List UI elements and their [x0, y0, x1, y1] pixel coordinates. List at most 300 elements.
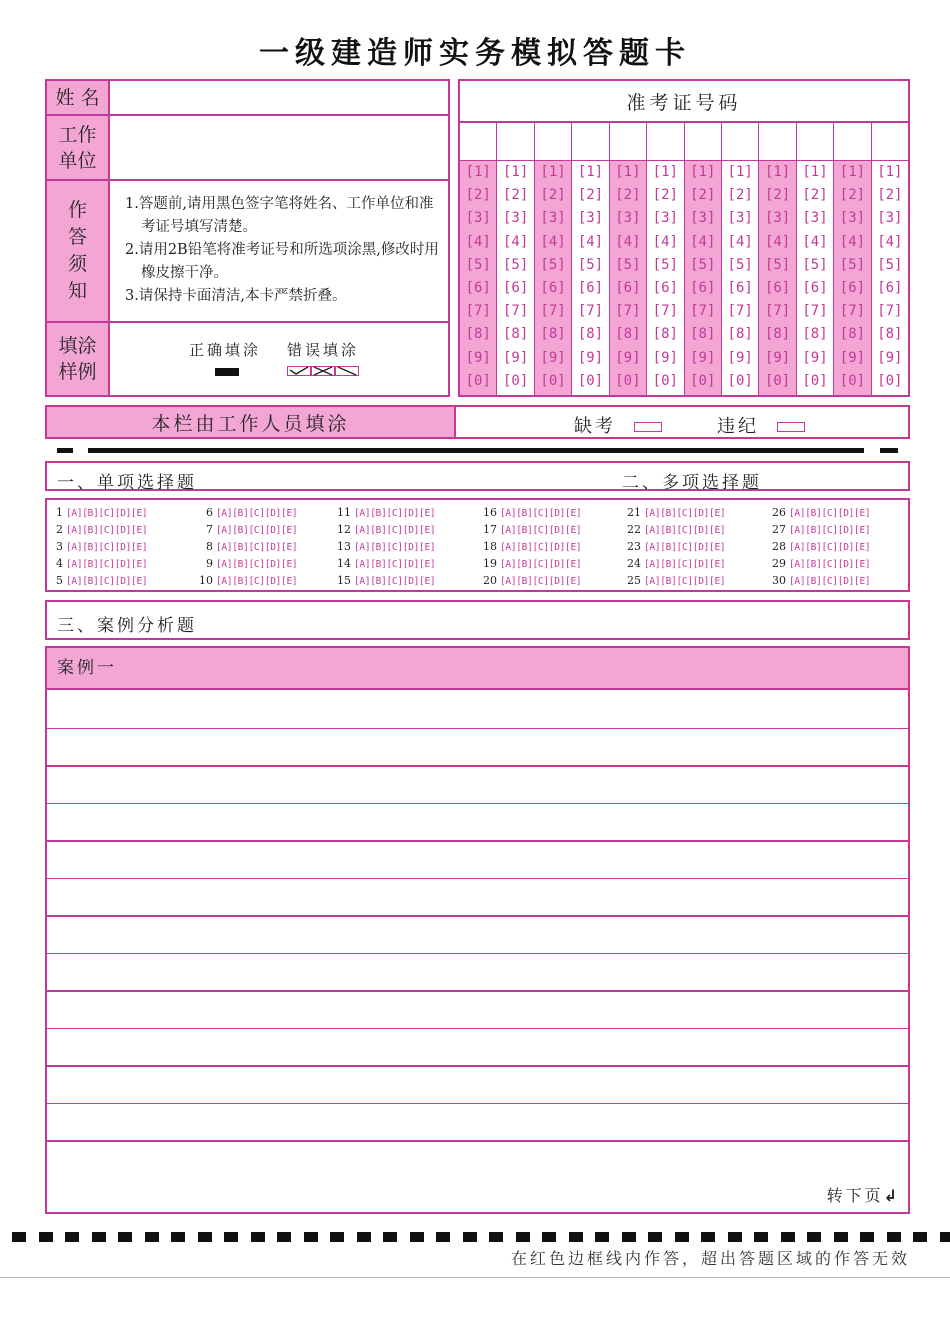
digit-bubble[interactable]: [8]: [502, 326, 529, 343]
digit-bubble[interactable]: [6]: [690, 279, 716, 296]
digit-bubble[interactable]: [3]: [839, 210, 866, 227]
unit-input[interactable]: [112, 116, 448, 179]
digit-bubble[interactable]: [9]: [615, 349, 641, 366]
digit-bubble[interactable]: [0]: [839, 372, 866, 389]
digit-bubble[interactable]: [7]: [577, 303, 604, 320]
cut-line-dash: [198, 1232, 212, 1242]
case-section-header: [45, 600, 910, 640]
separator-bar: [88, 448, 864, 453]
answer-options[interactable]: [A][B][C][D][E]: [644, 576, 726, 587]
answer-options[interactable]: [A][B][C][D][E]: [66, 508, 148, 519]
case-answer-area[interactable]: [45, 646, 910, 1214]
answer-line: [47, 1140, 908, 1142]
digit-bubble[interactable]: [5]: [577, 256, 604, 273]
answer-options[interactable]: [A][B][C][D][E]: [66, 559, 148, 570]
question-row: [772, 539, 870, 556]
digit-bubble[interactable]: [9]: [877, 349, 903, 366]
absent-label: 缺考: [574, 416, 616, 437]
name-label-text: 姓 名: [55, 86, 100, 109]
digit-bubble[interactable]: [9]: [764, 349, 791, 366]
question-row: [199, 556, 297, 573]
question-row: [199, 539, 297, 556]
cut-line-dash: [65, 1232, 79, 1242]
question-row: [55, 539, 147, 556]
digit-bubble[interactable]: [1]: [877, 164, 903, 180]
single-choice-title: 一、单项选择题: [57, 473, 197, 493]
digit-bubble[interactable]: [7]: [690, 303, 716, 320]
answer-options[interactable]: [A][B][C][D][E]: [644, 559, 726, 570]
digit-bubble[interactable]: [0]: [802, 372, 828, 389]
question-row: [337, 573, 435, 590]
digit-bubble[interactable]: [2]: [465, 187, 491, 204]
question-row: [199, 505, 297, 522]
answer-options[interactable]: [A][B][C][D][E]: [500, 525, 582, 536]
digit-bubble[interactable]: [9]: [465, 349, 491, 366]
question-number: 15: [337, 574, 351, 587]
digit-bubble[interactable]: [2]: [577, 187, 604, 204]
digit-bubble[interactable]: [5]: [502, 256, 529, 273]
cut-line-dash: [277, 1232, 291, 1242]
digit-bubble[interactable]: [9]: [540, 349, 566, 366]
digit-bubble[interactable]: [0]: [690, 372, 716, 389]
wrong-fill-check-icon: [287, 366, 311, 376]
answer-options[interactable]: [A][B][C][D][E]: [789, 542, 871, 553]
digit-bubble[interactable]: [2]: [802, 187, 828, 204]
turn-page-note: [827, 1183, 900, 1206]
case-section-title: 三、案例分析题: [57, 616, 197, 636]
rule-item: 3.请保持卡面清洁,本卡严禁折叠。: [125, 288, 347, 304]
digit-bubble[interactable]: [7]: [615, 303, 641, 320]
digit-bubble[interactable]: [9]: [802, 349, 828, 366]
digit-bubble[interactable]: [9]: [727, 349, 753, 366]
question-number: 21: [627, 506, 641, 519]
question-row: [199, 522, 297, 539]
digit-bubble[interactable]: [2]: [540, 187, 566, 204]
digit-bubble[interactable]: [6]: [465, 279, 491, 296]
question-row: [55, 522, 147, 539]
question-number: 23: [627, 540, 641, 553]
rule-item: 2.请用2B铅笔将准考证号和所选项涂黑,修改时用橡皮擦干净。: [125, 242, 439, 281]
answer-options[interactable]: [A][B][C][D][E]: [500, 542, 582, 553]
answer-options[interactable]: [A][B][C][D][E]: [216, 525, 298, 536]
question-number: 9: [206, 557, 213, 570]
question-number: 24: [627, 557, 641, 570]
digit-bubble[interactable]: [0]: [877, 372, 903, 389]
digit-bubble[interactable]: [8]: [839, 326, 866, 343]
digit-bubble[interactable]: [5]: [764, 256, 791, 273]
question-number: 1: [56, 506, 63, 519]
answer-options[interactable]: [A][B][C][D][E]: [789, 525, 871, 536]
question-row: [772, 505, 870, 522]
answer-line: [47, 1028, 908, 1030]
question-row: [483, 522, 581, 539]
exam-number-column: [535, 123, 572, 395]
exam-digit-input[interactable]: [834, 123, 870, 161]
answer-line: [47, 728, 908, 730]
digit-bubble[interactable]: [1]: [577, 164, 604, 180]
answer-options[interactable]: [A][B][C][D][E]: [216, 559, 298, 570]
digit-bubble[interactable]: [2]: [877, 187, 903, 204]
digit-bubble[interactable]: [1]: [802, 164, 828, 180]
answer-options[interactable]: [A][B][C][D][E]: [66, 525, 148, 536]
digit-bubble[interactable]: [7]: [802, 303, 828, 320]
answer-options[interactable]: [A][B][C][D][E]: [66, 542, 148, 553]
digit-bubble[interactable]: [2]: [764, 187, 791, 204]
answer-options[interactable]: [A][B][C][D][E]: [644, 542, 726, 553]
answer-options[interactable]: [A][B][C][D][E]: [354, 525, 436, 536]
question-number: 3: [56, 540, 63, 553]
answer-options[interactable]: [A][B][C][D][E]: [216, 508, 298, 519]
digit-bubble[interactable]: [6]: [615, 279, 641, 296]
question-row: [627, 505, 725, 522]
digit-bubble[interactable]: [3]: [502, 210, 529, 227]
question-number: 17: [483, 523, 497, 536]
digit-bubble[interactable]: [2]: [502, 187, 529, 204]
digit-bubble[interactable]: [4]: [577, 233, 604, 250]
question-row: [337, 505, 435, 522]
violation-checkbox[interactable]: [777, 422, 805, 432]
digit-bubble[interactable]: [7]: [839, 303, 866, 320]
digit-bubble[interactable]: [6]: [577, 279, 604, 296]
answer-line: [47, 840, 908, 842]
question-number: 22: [627, 523, 641, 536]
name-label: [47, 81, 110, 114]
digit-bubble[interactable]: [0]: [727, 372, 753, 389]
digit-bubble[interactable]: [1]: [839, 164, 866, 180]
digit-bubble[interactable]: [7]: [540, 303, 566, 320]
page-title: 一级建造师实务模拟答题卡: [259, 36, 691, 71]
wrong-fill-cross-icon: [311, 366, 335, 376]
question-number: 14: [337, 557, 351, 570]
digit-bubble[interactable]: [7]: [652, 303, 678, 320]
digit-bubble[interactable]: [1]: [465, 164, 491, 180]
answer-options[interactable]: [A][B][C][D][E]: [789, 576, 871, 587]
question-number: 26: [772, 506, 786, 519]
cut-line-dash: [304, 1232, 318, 1242]
digit-bubble[interactable]: [0]: [577, 372, 604, 389]
digit-bubble[interactable]: [6]: [540, 279, 566, 296]
digit-bubble[interactable]: [1]: [652, 164, 678, 180]
answer-options[interactable]: [A][B][C][D][E]: [644, 508, 726, 519]
digit-bubble[interactable]: [3]: [802, 210, 828, 227]
digit-bubble[interactable]: [4]: [877, 233, 903, 250]
question-number: 11: [337, 506, 351, 519]
info-box: [45, 79, 450, 397]
staff-row: [45, 405, 910, 439]
digit-bubbles: [610, 161, 646, 395]
digit-bubble[interactable]: [4]: [465, 233, 491, 250]
digit-bubble[interactable]: [9]: [690, 349, 716, 366]
exam-number-column: [722, 123, 759, 395]
question-number: 18: [483, 540, 497, 553]
digit-bubble[interactable]: [3]: [727, 210, 753, 227]
digit-bubble[interactable]: [2]: [839, 187, 866, 204]
digit-bubble[interactable]: [3]: [764, 210, 791, 227]
digit-bubble[interactable]: [5]: [802, 256, 828, 273]
digit-bubbles: [647, 161, 683, 395]
digit-bubble[interactable]: [5]: [540, 256, 566, 273]
notice-label: 作 答 须 知: [47, 181, 110, 321]
answer-line: [47, 953, 908, 955]
choice-section-header: [45, 461, 910, 491]
question-number: 29: [772, 557, 786, 570]
digit-bubble[interactable]: [8]: [764, 326, 791, 343]
cut-line-dash: [39, 1232, 53, 1242]
digit-bubble[interactable]: [0]: [465, 372, 491, 389]
digit-bubble[interactable]: [6]: [802, 279, 828, 296]
digit-bubble[interactable]: [6]: [877, 279, 903, 296]
digit-bubble[interactable]: [8]: [727, 326, 753, 343]
question-row: [627, 539, 725, 556]
exam-digit-input[interactable]: [610, 123, 646, 161]
digit-bubble[interactable]: [4]: [764, 233, 791, 250]
digit-bubble[interactable]: [1]: [727, 164, 753, 180]
wrong-fill-slash-icon: [335, 366, 359, 376]
cut-line-dash: [542, 1232, 556, 1242]
answer-options[interactable]: [A][B][C][D][E]: [644, 525, 726, 536]
cut-line-dash: [940, 1232, 950, 1242]
cut-line-dash: [489, 1232, 503, 1242]
digit-bubble[interactable]: [3]: [690, 210, 716, 227]
answer-options[interactable]: [A][B][C][D][E]: [789, 559, 871, 570]
digit-bubble[interactable]: [4]: [802, 233, 828, 250]
question-row: [337, 539, 435, 556]
exam-number-column: [834, 123, 871, 395]
question-row: [55, 556, 147, 573]
question-row: [772, 522, 870, 539]
digit-bubble[interactable]: [3]: [540, 210, 566, 227]
cut-line-dash: [410, 1232, 424, 1242]
digit-bubble[interactable]: [8]: [615, 326, 641, 343]
cut-line-dash: [728, 1232, 742, 1242]
digit-bubble[interactable]: [7]: [465, 303, 491, 320]
digit-bubble[interactable]: [6]: [839, 279, 866, 296]
digit-bubble[interactable]: [4]: [615, 233, 641, 250]
question-number: 28: [772, 540, 786, 553]
cut-line-dash: [701, 1232, 715, 1242]
digit-bubble[interactable]: [0]: [652, 372, 678, 389]
digit-bubble[interactable]: [8]: [802, 326, 828, 343]
answer-options[interactable]: [A][B][C][D][E]: [789, 508, 871, 519]
digit-bubble[interactable]: [8]: [540, 326, 566, 343]
cut-line-dash: [913, 1232, 927, 1242]
cut-line-dash: [834, 1232, 848, 1242]
exam-number-box: [458, 79, 910, 397]
cut-line-dash: [622, 1232, 636, 1242]
exam-digit-input[interactable]: [722, 123, 758, 161]
digit-bubble[interactable]: [0]: [540, 372, 566, 389]
cut-line-dash: [754, 1232, 768, 1242]
cut-line-dash: [516, 1232, 530, 1242]
answer-line: [47, 915, 908, 917]
digit-bubble[interactable]: [5]: [877, 256, 903, 273]
cut-line-dash: [383, 1232, 397, 1242]
exam-digit-input[interactable]: [872, 123, 908, 161]
digit-bubble[interactable]: [1]: [615, 164, 641, 180]
digit-bubble[interactable]: [5]: [727, 256, 753, 273]
digit-bubble[interactable]: [5]: [652, 256, 678, 273]
digit-bubble[interactable]: [9]: [839, 349, 866, 366]
digit-bubble[interactable]: [3]: [465, 210, 491, 227]
digit-bubble[interactable]: [3]: [615, 210, 641, 227]
digit-bubble[interactable]: [1]: [540, 164, 566, 180]
rules-list: [125, 193, 445, 308]
exam-number-column: [872, 123, 908, 395]
digit-bubble[interactable]: [7]: [727, 303, 753, 320]
cut-line-dash: [648, 1232, 662, 1242]
question-number: 16: [483, 506, 497, 519]
answer-options[interactable]: [A][B][C][D][E]: [500, 576, 582, 587]
digit-bubble[interactable]: [5]: [465, 256, 491, 273]
digit-bubble[interactable]: [5]: [615, 256, 641, 273]
cut-line-dash: [807, 1232, 821, 1242]
name-input[interactable]: [112, 81, 448, 114]
answer-line: [47, 803, 908, 805]
question-number: 8: [206, 540, 213, 553]
digit-bubble[interactable]: [0]: [764, 372, 791, 389]
digit-bubble[interactable]: [0]: [615, 372, 641, 389]
question-number: 10: [199, 574, 213, 587]
digit-bubble[interactable]: [2]: [727, 187, 753, 204]
digit-bubbles: [685, 161, 721, 395]
digit-bubble[interactable]: [3]: [652, 210, 678, 227]
digit-bubble[interactable]: [8]: [690, 326, 716, 343]
cut-line-dash: [436, 1232, 450, 1242]
digit-bubble[interactable]: [7]: [502, 303, 529, 320]
exam-digit-input[interactable]: [647, 123, 683, 161]
digit-bubble[interactable]: [4]: [839, 233, 866, 250]
digit-bubble[interactable]: [2]: [652, 187, 678, 204]
digit-bubbles: [497, 161, 533, 395]
question-row: [483, 539, 581, 556]
exam-digit-input[interactable]: [797, 123, 833, 161]
digit-bubble[interactable]: [6]: [764, 279, 791, 296]
digit-bubbles: [722, 161, 758, 395]
digit-bubble[interactable]: [9]: [577, 349, 604, 366]
answer-line: [47, 990, 908, 992]
exam-digit-input[interactable]: [497, 123, 533, 161]
cut-line-dash: [145, 1232, 159, 1242]
answer-options[interactable]: [A][B][C][D][E]: [216, 542, 298, 553]
digit-bubbles: [759, 161, 795, 395]
case-heading: 案例一: [47, 648, 908, 690]
exam-number-column: [759, 123, 796, 395]
digit-bubble[interactable]: [3]: [577, 210, 604, 227]
digit-bubble[interactable]: [4]: [540, 233, 566, 250]
digit-bubble[interactable]: [1]: [690, 164, 716, 180]
question-row: [483, 505, 581, 522]
cut-line-dash: [251, 1232, 265, 1242]
exam-number-column: [685, 123, 722, 395]
answer-options[interactable]: [A][B][C][D][E]: [500, 559, 582, 570]
digit-bubble[interactable]: [6]: [502, 279, 529, 296]
digit-bubble[interactable]: [9]: [652, 349, 678, 366]
digit-bubbles: [460, 161, 496, 395]
exam-number-column: [647, 123, 684, 395]
correct-fill-label: 正确填涂: [189, 341, 262, 359]
cut-line-dash: [569, 1232, 583, 1242]
cut-line-dash: [12, 1232, 26, 1242]
digit-bubble[interactable]: [4]: [652, 233, 678, 250]
rule-item: 1.答题前,请用黑色签字笔将姓名、工作单位和准考证号填写清楚。: [125, 196, 434, 235]
answer-options[interactable]: [A][B][C][D][E]: [354, 576, 436, 587]
question-row: [337, 522, 435, 539]
question-row: [199, 573, 297, 590]
question-row: [772, 556, 870, 573]
question-row: [337, 556, 435, 573]
answer-options[interactable]: [A][B][C][D][E]: [66, 576, 148, 587]
digit-bubble[interactable]: [5]: [690, 256, 716, 273]
digit-bubble[interactable]: [4]: [502, 233, 529, 250]
exam-number-column: [610, 123, 647, 395]
digit-bubble[interactable]: [1]: [764, 164, 791, 180]
digit-bubbles: [797, 161, 833, 395]
exam-digit-input[interactable]: [572, 123, 608, 161]
exam-digit-input[interactable]: [460, 123, 496, 161]
answer-options[interactable]: [A][B][C][D][E]: [354, 559, 436, 570]
digit-bubble[interactable]: [8]: [652, 326, 678, 343]
exam-digit-input[interactable]: [759, 123, 795, 161]
answer-options[interactable]: [A][B][C][D][E]: [354, 542, 436, 553]
cut-line-dash: [595, 1232, 609, 1242]
digit-bubble[interactable]: [0]: [502, 372, 529, 389]
exam-digit-input[interactable]: [685, 123, 721, 161]
digit-bubble[interactable]: [4]: [690, 233, 716, 250]
cut-line-dash: [887, 1232, 901, 1242]
digit-bubble[interactable]: [8]: [577, 326, 604, 343]
digit-bubbles: [535, 161, 571, 395]
digit-bubble[interactable]: [8]: [877, 326, 903, 343]
digit-bubble[interactable]: [5]: [839, 256, 866, 273]
cut-line-dash: [675, 1232, 689, 1242]
digit-bubble[interactable]: [3]: [877, 210, 903, 227]
question-row: [627, 573, 725, 590]
digit-bubble[interactable]: [7]: [764, 303, 791, 320]
digit-bubble[interactable]: [8]: [465, 326, 491, 343]
question-number: 30: [772, 574, 786, 587]
digit-bubble[interactable]: [6]: [727, 279, 753, 296]
cut-line-dash: [171, 1232, 185, 1242]
question-number: 19: [483, 557, 497, 570]
exam-number-title: 准考证号码: [460, 81, 908, 123]
digit-bubble[interactable]: [9]: [502, 349, 529, 366]
answer-options[interactable]: [A][B][C][D][E]: [500, 508, 582, 519]
question-row: [55, 505, 147, 522]
exam-digit-input[interactable]: [535, 123, 571, 161]
exam-number-columns: [460, 123, 908, 395]
digit-bubble[interactable]: [4]: [727, 233, 753, 250]
question-row: [627, 556, 725, 573]
digit-bubble[interactable]: [2]: [615, 187, 641, 204]
question-number: 4: [56, 557, 63, 570]
unit-label: 工作 单位: [47, 116, 110, 179]
digit-bubble[interactable]: [6]: [652, 279, 678, 296]
absent-checkbox[interactable]: [634, 422, 662, 432]
answer-options[interactable]: [A][B][C][D][E]: [216, 576, 298, 587]
exam-number-column: [797, 123, 834, 395]
cut-line-dash: [357, 1232, 371, 1242]
digit-bubble[interactable]: [1]: [502, 164, 529, 180]
answer-line: [47, 1103, 908, 1105]
digit-bubbles: [572, 161, 608, 395]
question-row: [483, 556, 581, 573]
correct-fill-mark: [215, 368, 239, 376]
digit-bubble[interactable]: [2]: [690, 187, 716, 204]
digit-bubble[interactable]: [7]: [877, 303, 903, 320]
footer-divider: [0, 1277, 950, 1278]
answer-options[interactable]: [A][B][C][D][E]: [354, 508, 436, 519]
question-row: [55, 573, 147, 590]
